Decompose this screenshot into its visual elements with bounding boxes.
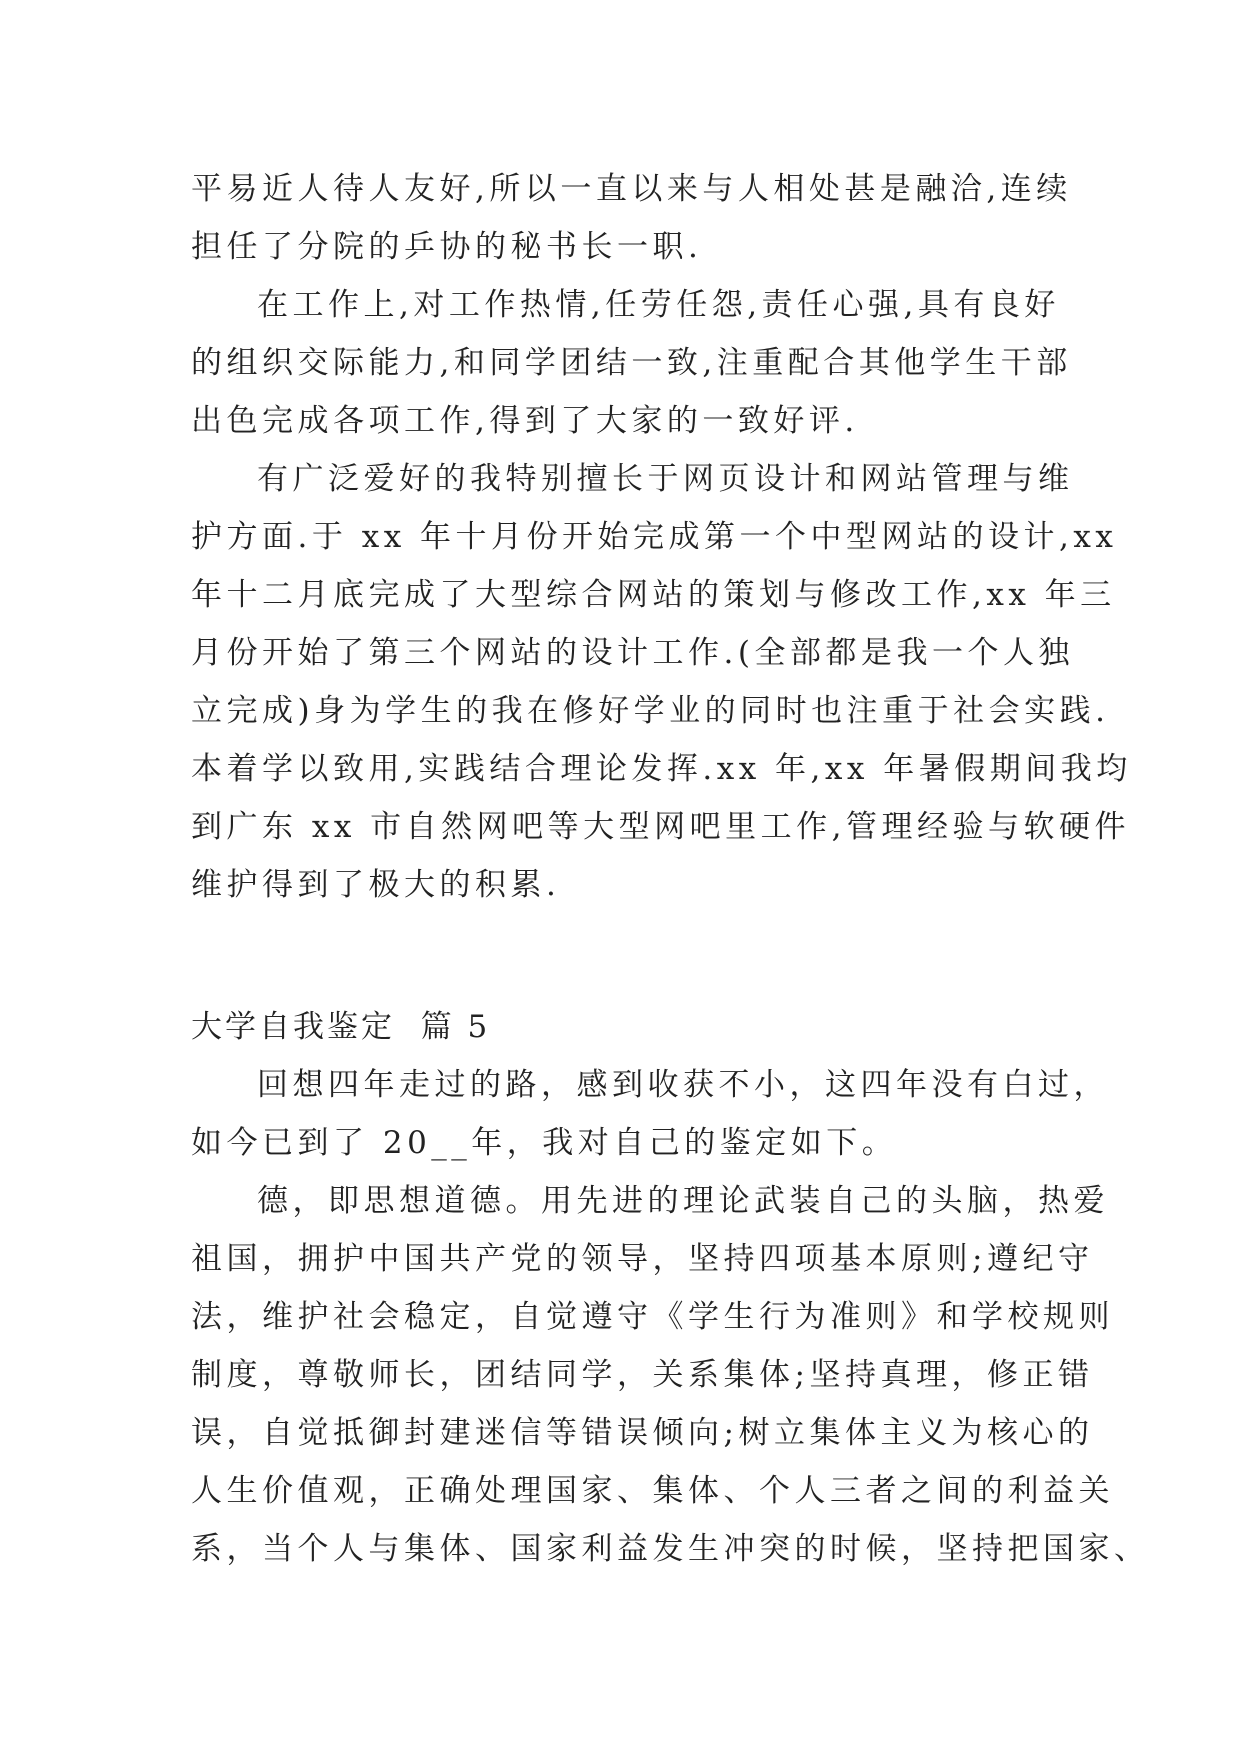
text-line: 年十二月底完成了大型综合网站的策划与修改工作,xx 年三	[191, 577, 1116, 613]
text-line: 维护得到了极大的积累.	[191, 867, 561, 903]
intro-paragraph	[191, 160, 1072, 276]
work-paragraph	[191, 276, 1072, 450]
text-line: 护方面.于 xx 年十月份开始完成第一个中型网站的设计,xx	[191, 519, 1118, 555]
text-line: 月份开始了第三个网站的设计工作.(全部都是我一个人独	[191, 635, 1074, 671]
moral-paragraph	[191, 1172, 1150, 1578]
text-line: 祖国，拥护中国共产党的领导，坚持四项基本原则;遵纪守	[191, 1241, 1094, 1277]
text-line: 平易近人待人友好,所以一直以来与人相处甚是融洽,连续	[191, 171, 1072, 207]
text-line: 制度，尊敬师长，团结同学，关系集体;坚持真理，修正错	[191, 1357, 1094, 1393]
text-line: 立完成)身为学生的我在修好学业的同时也注重于社会实践.	[191, 693, 1110, 729]
text-line: 回想四年走过的路，感到收获不小，这四年没有白过，	[257, 1067, 1109, 1103]
document-body	[191, 160, 1150, 1578]
text-line: 有广泛爱好的我特别擅长于网页设计和网站管理与维	[257, 461, 1074, 497]
text-line: 法，维护社会稳定，自觉遵守《学生行为准则》和学校规则	[191, 1299, 1114, 1335]
text-line: 本着学以致用,实践结合理论发挥.xx 年,xx 年暑假期间我均	[191, 751, 1132, 787]
hobby-paragraph	[191, 450, 1132, 914]
text-line: 担任了分院的乒协的秘书长一职.	[191, 229, 703, 265]
text-line: 的组织交际能力,和同学团结一致,注重配合其他学生干部	[191, 345, 1072, 381]
text-line: 人生价值观，正确处理国家、集体、个人三者之间的利益关	[191, 1473, 1114, 1509]
text-line: 到广东 xx 市自然网吧等大型网吧里工作,管理经验与软硬件	[191, 809, 1131, 845]
review-paragraph	[191, 1056, 1109, 1172]
section-gap	[191, 914, 1061, 998]
text-line: 在工作上,对工作热情,任劳任怨,责任心强,具有良好	[257, 287, 1060, 323]
text-line: 系，当个人与集体、国家利益发生冲突的时候，坚持把国家、	[191, 1531, 1150, 1567]
section-heading: 大学自我鉴定 篇 5	[191, 1009, 491, 1045]
text-line: 如今已到了 20__年，我对自己的鉴定如下。	[191, 1125, 898, 1161]
text-line: 出色完成各项工作,得到了大家的一致好评.	[191, 403, 859, 439]
text-line: 德，即思想道德。用先进的理论武装自己的头脑，热爱	[257, 1183, 1109, 1219]
text-line: 误，自觉抵御封建迷信等错误倾向;树立集体主义为核心的	[191, 1415, 1094, 1451]
